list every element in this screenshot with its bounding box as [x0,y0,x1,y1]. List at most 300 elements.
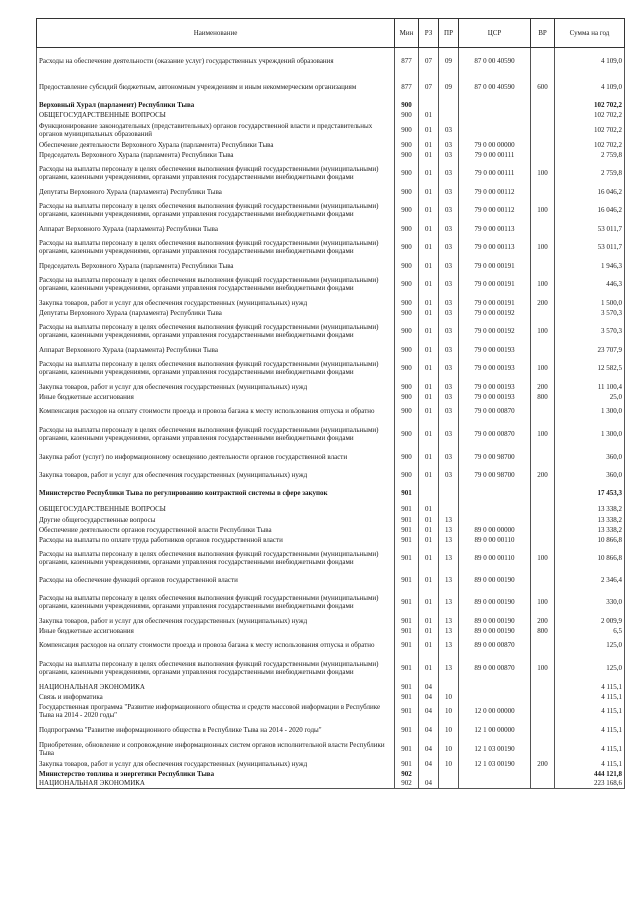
cell-csr [459,121,531,140]
cell-vr [531,503,555,515]
cell-sum: 23 707,9 [555,345,625,355]
cell-sum: 4 115,1 [555,692,625,702]
cell-min: 900 [395,467,419,484]
cell-csr [459,515,531,525]
header-pr: ПР [439,19,459,48]
cell-rz: 01 [419,318,439,345]
table-row [37,160,625,187]
cell-sum: 360,0 [555,467,625,484]
cell-min: 901 [395,616,419,626]
table-row [37,421,625,448]
cell-sum: 3 570,3 [555,318,625,345]
cell-pr: 10 [439,759,459,769]
cell-vr [531,345,555,355]
cell-min: 901 [395,740,419,759]
table-row [37,769,625,779]
cell-min: 902 [395,779,419,789]
cell-rz: 01 [419,355,439,382]
cell-vr: 100 [531,655,555,682]
cell-min: 901 [395,503,419,515]
cell-sum: 4 115,1 [555,682,625,692]
cell-csr: 12 1 03 00190 [459,759,531,769]
cell-name: Связь и информатика [37,692,395,702]
cell-min: 900 [395,402,419,421]
cell-vr [531,121,555,140]
table-row [37,100,625,110]
cell-sum: 125,0 [555,655,625,682]
cell-csr: 79 0 00 00193 [459,355,531,382]
cell-rz: 01 [419,382,439,392]
cell-vr: 100 [531,589,555,616]
cell-name: Обеспечение деятельности органов государственной власти Республики Тыва [37,525,395,535]
cell-sum: 102 702,2 [555,121,625,140]
cell-sum: 1 300,0 [555,402,625,421]
cell-rz [419,100,439,110]
cell-name: Расходы на выплаты персоналу в целях обеспечения выполнения функций государственными (муниципальными) органами, казенными учреждениями, органами управления государственными внебюджетными фондами [37,545,395,572]
table-row [37,616,625,626]
cell-vr [531,682,555,692]
cell-name: Министерство топлива и энергетики Республики Тыва [37,769,395,779]
cell-rz: 07 [419,48,439,74]
cell-vr [531,779,555,789]
table-row [37,682,625,692]
cell-csr: 79 0 00 00112 [459,187,531,197]
cell-min: 901 [395,721,419,740]
cell-csr: 79 0 00 00192 [459,318,531,345]
cell-csr [459,484,531,503]
cell-min: 900 [395,382,419,392]
cell-rz: 01 [419,616,439,626]
table-row [37,110,625,121]
cell-pr [439,100,459,110]
cell-sum: 6,5 [555,626,625,636]
cell-min: 900 [395,110,419,121]
cell-csr: 89 0 00 00110 [459,545,531,572]
cell-pr: 03 [439,261,459,271]
cell-csr: 79 0 00 00000 [459,140,531,150]
cell-pr: 03 [439,271,459,298]
cell-rz: 01 [419,271,439,298]
cell-name: Расходы на выплаты персоналу в целях обеспечения выполнения функций государственными (муниципальными) органами, казенными учреждениями, органами управления государственными внебюджетными фондами [37,655,395,682]
cell-sum: 17 453,3 [555,484,625,503]
cell-csr: 12 1 00 00000 [459,721,531,740]
cell-min: 900 [395,318,419,345]
cell-csr: 89 0 00 00870 [459,636,531,655]
cell-sum: 330,0 [555,589,625,616]
table-row [37,402,625,421]
cell-min: 901 [395,535,419,545]
cell-pr: 10 [439,740,459,759]
header-name: Наименование [37,19,395,48]
cell-sum: 1 946,3 [555,261,625,271]
cell-rz: 01 [419,234,439,261]
cell-rz: 01 [419,160,439,187]
cell-min: 901 [395,589,419,616]
cell-vr: 100 [531,545,555,572]
cell-name: Расходы на выплаты персоналу в целях обеспечения выполнения функций государственными (муниципальными) органами, казенными учреждениями, органами управления государственными внебюджетными фондами [37,160,395,187]
cell-pr: 13 [439,589,459,616]
table-row [37,150,625,160]
cell-pr [439,503,459,515]
cell-min: 901 [395,655,419,682]
cell-name: Предоставление субсидий бюджетным, автономным учреждениям и иным некоммерческим организациям [37,74,395,100]
cell-pr: 03 [439,318,459,345]
cell-pr: 13 [439,545,459,572]
cell-rz: 01 [419,298,439,308]
cell-csr: 89 0 00 00190 [459,626,531,636]
cell-name: НАЦИОНАЛЬНАЯ ЭКОНОМИКА [37,682,395,692]
cell-name: Верховный Хурал (парламент) Республики Тыва [37,100,395,110]
cell-csr: 12 1 03 00190 [459,740,531,759]
table-row [37,545,625,572]
table-row [37,298,625,308]
cell-name: НАЦИОНАЛЬНАЯ ЭКОНОМИКА [37,779,395,789]
table-header [37,19,625,48]
cell-sum: 13 338,2 [555,525,625,535]
cell-sum: 1 500,0 [555,298,625,308]
cell-csr: 79 0 00 98700 [459,467,531,484]
cell-name: Расходы на выплаты по оплате труда работников органов государственной власти [37,535,395,545]
cell-min: 900 [395,298,419,308]
cell-name: Депутаты Верховного Хурала (парламента) Республики Тыва [37,187,395,197]
table-row [37,484,625,503]
cell-min: 877 [395,74,419,100]
cell-csr: 89 0 00 00870 [459,655,531,682]
cell-min: 901 [395,692,419,702]
table-row [37,140,625,150]
cell-csr: 79 0 00 00112 [459,197,531,224]
cell-vr [531,525,555,535]
cell-rz: 01 [419,525,439,535]
table-row [37,187,625,197]
cell-rz: 01 [419,589,439,616]
cell-min: 877 [395,48,419,74]
cell-csr: 79 0 00 00870 [459,402,531,421]
cell-sum: 11 100,4 [555,382,625,392]
cell-csr: 79 0 00 00113 [459,224,531,234]
cell-min: 900 [395,355,419,382]
cell-sum: 2 346,4 [555,572,625,589]
table-row [37,759,625,769]
cell-name: Подпрограмма "Развитие информационного общества в Республике Тыва на 2014 - 2020 годы" [37,721,395,740]
cell-pr: 03 [439,298,459,308]
cell-min: 901 [395,626,419,636]
cell-pr: 03 [439,197,459,224]
cell-csr: 87 0 00 40590 [459,74,531,100]
cell-sum: 446,3 [555,271,625,298]
cell-name: ОБЩЕГОСУДАРСТВЕННЫЕ ВОПРОСЫ [37,110,395,121]
cell-vr [531,224,555,234]
budget-table [36,18,625,789]
cell-sum: 102 702,2 [555,100,625,110]
cell-min: 901 [395,636,419,655]
cell-sum: 53 011,7 [555,224,625,234]
cell-sum: 2 759,8 [555,160,625,187]
cell-min: 900 [395,421,419,448]
table-row [37,740,625,759]
cell-vr: 200 [531,759,555,769]
cell-pr: 13 [439,572,459,589]
cell-csr: 79 0 00 00111 [459,160,531,187]
table-row [37,234,625,261]
cell-vr [531,100,555,110]
cell-name: Приобретение, обновление и сопровождение информационных систем органов исполнительной власти Республики Тыва [37,740,395,759]
cell-rz: 01 [419,110,439,121]
header-rz: РЗ [419,19,439,48]
cell-pr: 03 [439,355,459,382]
cell-csr: 79 0 00 00193 [459,345,531,355]
cell-min: 900 [395,160,419,187]
cell-rz: 01 [419,448,439,467]
cell-rz: 07 [419,74,439,100]
table-row [37,589,625,616]
table-row [37,308,625,318]
cell-sum: 4 115,1 [555,740,625,759]
cell-name: Закупка товаров, работ и услуг для обеспечения государственных (муниципальных) нужд [37,298,395,308]
cell-vr: 100 [531,271,555,298]
cell-sum: 125,0 [555,636,625,655]
header-min: Мин [395,19,419,48]
table-row [37,48,625,74]
cell-name: Другие общегосударственные вопросы [37,515,395,525]
cell-csr [459,682,531,692]
cell-rz: 01 [419,402,439,421]
table-row [37,525,625,535]
cell-rz: 01 [419,503,439,515]
cell-vr [531,535,555,545]
cell-name: Государственная программа "Развитие информационного общества и средств массовой информации в Республике Тыва на 2014 - 2020 годы" [37,702,395,721]
cell-pr: 03 [439,421,459,448]
cell-vr: 800 [531,392,555,402]
cell-vr [531,692,555,702]
cell-min: 900 [395,392,419,402]
cell-min: 901 [395,515,419,525]
cell-rz: 01 [419,197,439,224]
cell-vr: 800 [531,626,555,636]
cell-name: Функционирование законодательных (представительных) органов государственной власти и представительных органов муниципальных образований [37,121,395,140]
cell-pr: 13 [439,626,459,636]
cell-min: 900 [395,271,419,298]
cell-vr: 100 [531,234,555,261]
cell-pr: 03 [439,150,459,160]
cell-rz: 01 [419,261,439,271]
cell-rz: 01 [419,121,439,140]
cell-pr [439,484,459,503]
cell-csr: 79 0 00 00193 [459,392,531,402]
cell-name: Закупка товаров, работ и услуг для обеспечения государственных (муниципальных) нужд [37,616,395,626]
cell-rz: 04 [419,692,439,702]
table-row [37,197,625,224]
cell-csr: 89 0 00 00190 [459,572,531,589]
cell-name: Депутаты Верховного Хурала (парламента) Республики Тыва [37,308,395,318]
cell-min: 900 [395,150,419,160]
cell-pr: 13 [439,525,459,535]
cell-csr: 79 0 00 00870 [459,421,531,448]
cell-sum: 4 109,0 [555,48,625,74]
cell-vr: 100 [531,197,555,224]
cell-vr [531,702,555,721]
cell-rz: 04 [419,682,439,692]
table-row [37,121,625,140]
cell-pr: 13 [439,636,459,655]
cell-pr: 13 [439,655,459,682]
cell-csr: 89 0 00 00190 [459,616,531,626]
cell-csr [459,110,531,121]
cell-csr: 79 0 00 00192 [459,308,531,318]
cell-min: 900 [395,308,419,318]
cell-name: ОБЩЕГОСУДАРСТВЕННЫЕ ВОПРОСЫ [37,503,395,515]
cell-sum: 102 702,2 [555,140,625,150]
cell-name: Компенсация расходов на оплату стоимости проезда и провоза багажа к месту использования отпуска и обратно [37,636,395,655]
cell-name: Расходы на выплаты персоналу в целях обеспечения выполнения функций государственными (муниципальными) органами, казенными учреждениями, органами управления государственными внебюджетными фондами [37,197,395,224]
cell-pr [439,110,459,121]
cell-rz: 04 [419,740,439,759]
cell-rz: 01 [419,655,439,682]
cell-pr: 03 [439,187,459,197]
cell-name: Расходы на выплаты персоналу в целях обеспечения выполнения функций государственными (муниципальными) органами, казенными учреждениями, органами управления государственными внебюджетными фондами [37,318,395,345]
table-row [37,345,625,355]
cell-sum: 1 300,0 [555,421,625,448]
cell-name: Закупка товаров, работ и услуг для обеспечения государственных (муниципальных) нужд [37,759,395,769]
cell-sum: 10 866,8 [555,535,625,545]
cell-name: Расходы на выплаты персоналу в целях обеспечения выполнения функций государственными (муниципальными) органами, казенными учреждениями, органами управления государственными внебюджетными фондами [37,589,395,616]
table-row [37,702,625,721]
cell-vr [531,572,555,589]
cell-sum: 223 168,6 [555,779,625,789]
cell-min: 900 [395,197,419,224]
cell-min: 900 [395,100,419,110]
table-row [37,271,625,298]
table-row [37,655,625,682]
cell-min: 901 [395,484,419,503]
cell-csr: 87 0 00 40590 [459,48,531,74]
cell-min: 900 [395,187,419,197]
cell-name: Иные бюджетные ассигнования [37,392,395,402]
cell-rz: 01 [419,421,439,448]
cell-pr: 03 [439,382,459,392]
cell-name: Расходы на выплаты персоналу в целях обеспечения выполнения функций государственными (муниципальными) органами, казенными учреждениями, органами управления государственными внебюджетными фондами [37,421,395,448]
cell-min: 901 [395,682,419,692]
cell-min: 901 [395,525,419,535]
cell-rz: 01 [419,535,439,545]
cell-min: 900 [395,121,419,140]
cell-vr: 600 [531,74,555,100]
cell-rz: 01 [419,467,439,484]
table-row [37,779,625,789]
cell-rz: 01 [419,150,439,160]
cell-name: Расходы на обеспечение функций органов государственной власти [37,572,395,589]
cell-min: 900 [395,234,419,261]
cell-rz: 01 [419,392,439,402]
cell-csr: 89 0 00 00110 [459,535,531,545]
cell-name: Председатель Верховного Хурала (парламента) Республики Тыва [37,261,395,271]
cell-vr: 100 [531,421,555,448]
cell-csr: 79 0 00 00191 [459,271,531,298]
cell-pr: 09 [439,74,459,100]
table-row [37,382,625,392]
cell-sum: 4 115,1 [555,759,625,769]
cell-sum: 4 115,1 [555,702,625,721]
cell-sum: 13 338,2 [555,515,625,525]
cell-vr [531,636,555,655]
cell-rz: 04 [419,779,439,789]
table-row [37,467,625,484]
cell-pr [439,682,459,692]
cell-sum: 10 866,8 [555,545,625,572]
cell-vr [531,140,555,150]
cell-csr: 79 0 00 00113 [459,234,531,261]
cell-csr [459,779,531,789]
table-row [37,318,625,345]
cell-vr [531,515,555,525]
cell-vr: 200 [531,298,555,308]
table-row [37,261,625,271]
cell-sum: 16 046,2 [555,197,625,224]
cell-vr [531,448,555,467]
cell-vr: 200 [531,382,555,392]
cell-pr: 09 [439,48,459,74]
cell-vr [531,261,555,271]
table-row [37,692,625,702]
cell-csr: 79 0 00 00111 [459,150,531,160]
cell-csr: 12 0 00 00000 [459,702,531,721]
cell-min: 901 [395,702,419,721]
cell-vr [531,721,555,740]
cell-sum: 4 115,1 [555,721,625,740]
table-row [37,224,625,234]
cell-csr [459,503,531,515]
cell-vr [531,48,555,74]
cell-vr: 100 [531,160,555,187]
header-row [37,19,625,48]
cell-vr [531,484,555,503]
cell-csr: 79 0 00 00191 [459,261,531,271]
cell-pr: 03 [439,467,459,484]
cell-csr: 79 0 00 98700 [459,448,531,467]
cell-pr: 13 [439,616,459,626]
cell-pr: 10 [439,702,459,721]
table-row [37,626,625,636]
cell-sum: 3 570,3 [555,308,625,318]
cell-vr [531,308,555,318]
cell-min: 900 [395,140,419,150]
cell-pr: 03 [439,224,459,234]
cell-pr: 03 [439,121,459,140]
cell-min: 900 [395,345,419,355]
cell-pr: 03 [439,402,459,421]
cell-sum: 12 582,5 [555,355,625,382]
cell-rz: 01 [419,515,439,525]
table-row [37,74,625,100]
cell-name: Председатель Верховного Хурала (парламента) Республики Тыва [37,150,395,160]
cell-rz: 01 [419,140,439,150]
cell-csr [459,100,531,110]
table-row [37,535,625,545]
cell-rz: 01 [419,345,439,355]
cell-pr: 03 [439,234,459,261]
cell-csr: 79 0 00 00191 [459,298,531,308]
cell-name: Обеспечение деятельности Верховного Хурала (парламента) Республики Тыва [37,140,395,150]
cell-csr: 89 0 00 00190 [459,589,531,616]
cell-pr: 03 [439,308,459,318]
header-csr: ЦСР [459,19,531,48]
cell-sum: 13 338,2 [555,503,625,515]
cell-name: Иные бюджетные ассигнования [37,626,395,636]
table-row [37,355,625,382]
cell-min: 901 [395,759,419,769]
cell-sum: 4 109,0 [555,74,625,100]
cell-rz: 04 [419,759,439,769]
